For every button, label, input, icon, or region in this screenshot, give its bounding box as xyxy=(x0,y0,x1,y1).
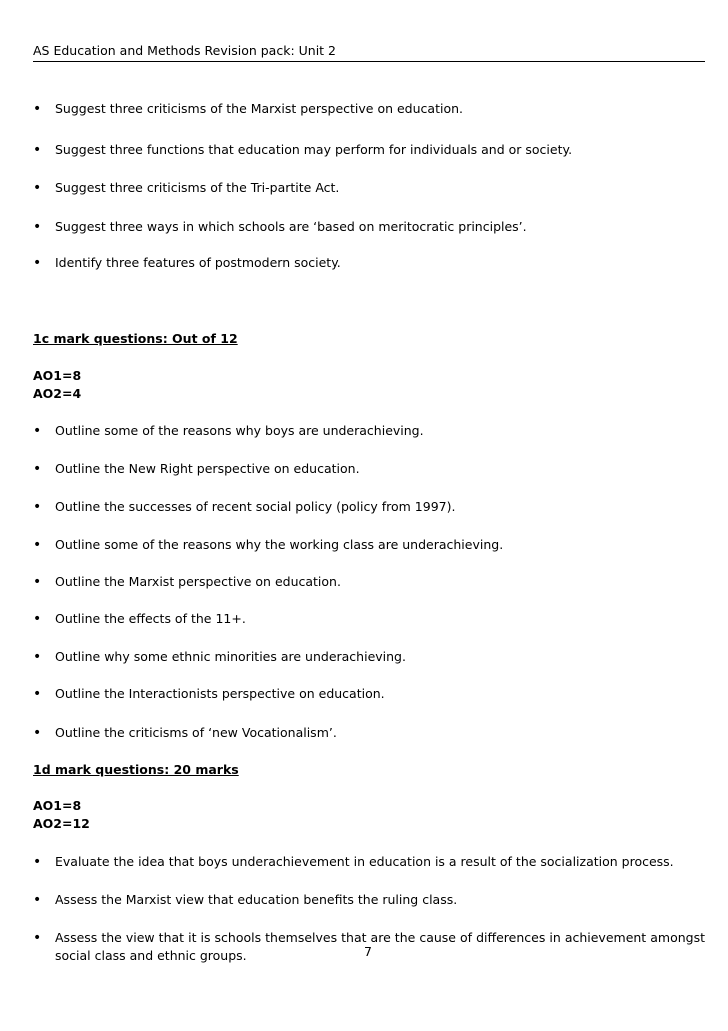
list-item xyxy=(33,254,705,272)
ao1-label: AO1=8 xyxy=(33,368,82,383)
list-item xyxy=(33,853,705,871)
question-text: Outline why some ethnic minorities are underachieving. xyxy=(55,649,406,664)
page-number: 7 xyxy=(364,944,372,959)
bullet-icon: • xyxy=(33,649,42,665)
list-item xyxy=(33,422,705,440)
list-item xyxy=(33,724,705,742)
bullet-icon: • xyxy=(33,892,42,908)
question-text: Suggest three ways in which schools are ‘based on meritocratic principles’. xyxy=(55,219,527,234)
list-item xyxy=(33,141,705,159)
ao2-label: AO2=12 xyxy=(33,816,90,831)
document-header: AS Education and Methods Revision pack: Unit 2 xyxy=(33,43,705,62)
list-item xyxy=(33,460,705,478)
question-text: Suggest three functions that education may perform for individuals and or society. xyxy=(55,142,573,157)
list-item xyxy=(33,179,705,197)
bullet-icon: • xyxy=(33,180,42,196)
question-text: Outline the criticisms of ‘new Vocationalism’. xyxy=(55,725,337,740)
list-item xyxy=(33,891,705,909)
bullet-icon: • xyxy=(33,537,42,553)
question-text: Outline some of the reasons why boys are underachieving. xyxy=(55,423,424,438)
bullet-icon: • xyxy=(33,930,42,946)
question-text: Outline the effects of the 11+. xyxy=(55,611,246,626)
question-text: Suggest three criticisms of the Tri-partite Act. xyxy=(55,180,340,195)
question-text: Assess the view that it is schools themselves that are the cause of differences in achievement amongst social class and ethnic groups. xyxy=(55,930,705,963)
bullet-icon: • xyxy=(33,854,42,870)
list-item xyxy=(33,648,705,666)
question-text: Assess the Marxist view that education benefits the ruling class. xyxy=(55,892,458,907)
section-heading: 1d mark questions: 20 marks xyxy=(33,762,239,777)
question-text: Outline the Marxist perspective on education. xyxy=(55,574,341,589)
bullet-icon: • xyxy=(33,219,42,235)
question-text: Outline the successes of recent social policy (policy from 1997). xyxy=(55,499,456,514)
bullet-icon: • xyxy=(33,101,42,117)
question-text: Outline the New Right perspective on education. xyxy=(55,461,360,476)
bullet-icon: • xyxy=(33,255,42,271)
list-item xyxy=(33,100,705,118)
bullet-icon: • xyxy=(33,725,42,741)
question-text: Evaluate the idea that boys underachievement in education is a result of the socialization process. xyxy=(55,854,674,869)
question-text: Identify three features of postmodern society. xyxy=(55,255,341,270)
list-item xyxy=(33,218,705,236)
ao1-label: AO1=8 xyxy=(33,798,82,813)
bullet-icon: • xyxy=(33,686,42,702)
question-text: Outline some of the reasons why the working class are underachieving. xyxy=(55,537,504,552)
list-item xyxy=(33,498,705,516)
bullet-icon: • xyxy=(33,423,42,439)
bullet-icon: • xyxy=(33,574,42,590)
list-item xyxy=(33,573,705,591)
list-item xyxy=(33,536,705,554)
bullet-icon: • xyxy=(33,142,42,158)
bullet-icon: • xyxy=(33,461,42,477)
bullet-icon: • xyxy=(33,499,42,515)
list-item xyxy=(33,685,705,703)
bullet-icon: • xyxy=(33,611,42,627)
question-text: Outline the Interactionists perspective on education. xyxy=(55,686,385,701)
section-heading: 1c mark questions: Out of 12 xyxy=(33,331,238,346)
question-text: Suggest three criticisms of the Marxist perspective on education. xyxy=(55,101,463,116)
list-item xyxy=(33,610,705,628)
ao2-label: AO2=4 xyxy=(33,386,82,401)
